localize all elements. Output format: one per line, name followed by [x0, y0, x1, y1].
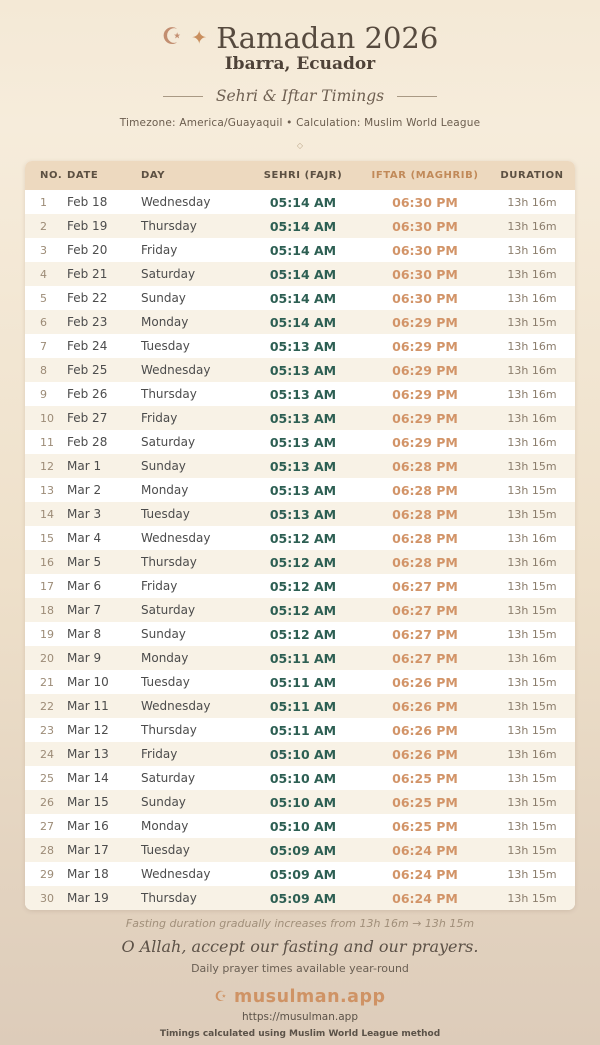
- table-row: [25, 646, 575, 670]
- cell-no: 10: [40, 411, 54, 425]
- cell-duration: 13h 15m: [507, 867, 557, 881]
- star-icon: ✦: [191, 26, 208, 49]
- table-row: [25, 358, 575, 382]
- cell-no: 26: [40, 795, 54, 809]
- cell-iftar: 06:29 PM: [392, 410, 458, 426]
- cell-date: Feb 24: [67, 339, 108, 354]
- cell-iftar: 06:27 PM: [392, 602, 458, 618]
- cell-day: Tuesday: [141, 507, 190, 522]
- column-header-day: DAY: [141, 170, 166, 182]
- cell-iftar: 06:26 PM: [392, 722, 458, 738]
- cell-sehri: 05:10 AM: [269, 794, 337, 810]
- cell-iftar: 06:30 PM: [392, 194, 458, 210]
- title-row: [120, 23, 481, 53]
- cell-iftar: 06:30 PM: [392, 266, 458, 282]
- cell-sehri: 05:13 AM: [269, 362, 337, 378]
- cell-no: 13: [40, 483, 54, 497]
- cell-day: Sunday: [141, 795, 186, 810]
- column-header-iftar: IFTAR (MAGHRIB): [371, 170, 479, 182]
- cell-duration: 13h 16m: [507, 243, 557, 257]
- cell-sehri: 05:14 AM: [269, 218, 337, 234]
- cell-duration: 13h 16m: [507, 195, 557, 209]
- cell-day: Thursday: [141, 891, 197, 906]
- cell-no: 21: [40, 675, 54, 689]
- table-row: [25, 502, 575, 526]
- timings-table: [25, 161, 575, 910]
- column-header-date: DATE: [67, 170, 99, 182]
- table-row: [25, 718, 575, 742]
- cell-iftar: 06:25 PM: [392, 770, 458, 786]
- cell-duration: 13h 16m: [507, 531, 557, 545]
- cell-duration: 13h 15m: [507, 675, 557, 689]
- cell-iftar: 06:28 PM: [392, 482, 458, 498]
- cell-no: 20: [40, 651, 54, 665]
- cell-sehri: 05:12 AM: [269, 578, 337, 594]
- cell-date: Mar 1: [67, 459, 102, 474]
- cell-date: Feb 25: [67, 363, 108, 378]
- page-footer: [122, 910, 479, 1039]
- cell-iftar: 06:28 PM: [392, 530, 458, 546]
- cell-day: Wednesday: [141, 699, 211, 714]
- table-row: [25, 214, 575, 238]
- cell-day: Sunday: [141, 627, 186, 642]
- cell-no: 30: [40, 891, 54, 905]
- timings-table-header: [25, 161, 575, 190]
- cell-duration: 13h 15m: [507, 843, 557, 857]
- table-row: [25, 814, 575, 838]
- cell-day: Friday: [141, 579, 178, 594]
- cell-iftar: 06:28 PM: [392, 458, 458, 474]
- cell-duration: 13h 15m: [507, 579, 557, 593]
- cell-day: Saturday: [141, 603, 196, 618]
- cell-day: Sunday: [141, 459, 186, 474]
- cell-sehri: 05:14 AM: [269, 314, 337, 330]
- cell-duration: 13h 15m: [507, 315, 557, 329]
- cell-day: Tuesday: [141, 843, 190, 858]
- cell-date: Mar 8: [67, 627, 102, 642]
- cell-duration: 13h 16m: [507, 219, 557, 233]
- table-row: [25, 670, 575, 694]
- cell-no: 5: [40, 291, 47, 305]
- cell-iftar: 06:25 PM: [392, 794, 458, 810]
- cell-no: 1: [40, 195, 47, 209]
- dua-text: O Allah, accept our fasting and our prayers.: [121, 937, 479, 957]
- diamond-divider-icon: ◇: [296, 141, 304, 151]
- cell-date: Mar 9: [67, 651, 102, 666]
- location-subtitle: Ibarra, Ecuador: [224, 54, 376, 75]
- table-row: [25, 886, 575, 910]
- table-row: [25, 574, 575, 598]
- cell-date: Mar 10: [67, 675, 109, 690]
- table-row: [25, 694, 575, 718]
- cell-sehri: 05:10 AM: [269, 746, 337, 762]
- column-header-no: NO.: [40, 170, 63, 182]
- cell-duration: 13h 15m: [507, 627, 557, 641]
- table-row: [25, 790, 575, 814]
- cell-day: Wednesday: [141, 195, 211, 210]
- table-row: [25, 478, 575, 502]
- availability-note: Daily prayer times available year-round: [191, 962, 409, 976]
- cell-duration: 13h 16m: [507, 747, 557, 761]
- cell-no: 23: [40, 723, 54, 737]
- cell-day: Wednesday: [141, 867, 211, 882]
- table-row: [25, 766, 575, 790]
- cell-iftar: 06:27 PM: [392, 626, 458, 642]
- cell-iftar: 06:29 PM: [392, 338, 458, 354]
- cell-duration: 13h 16m: [507, 339, 557, 353]
- cell-date: Feb 21: [67, 267, 108, 282]
- cell-sehri: 05:13 AM: [269, 410, 337, 426]
- cell-no: 11: [40, 435, 54, 449]
- cell-duration: 13h 15m: [507, 795, 557, 809]
- cell-duration: 13h 16m: [507, 387, 557, 401]
- column-header-duration: DURATION: [500, 170, 564, 182]
- cell-date: Mar 2: [67, 483, 102, 498]
- cell-day: Friday: [141, 411, 178, 426]
- cell-day: Thursday: [141, 219, 197, 234]
- cell-day: Monday: [141, 819, 189, 834]
- cell-duration: 13h 15m: [507, 507, 557, 521]
- cell-date: Mar 19: [67, 891, 109, 906]
- cell-date: Feb 28: [67, 435, 108, 450]
- cell-day: Thursday: [141, 723, 197, 738]
- table-row: [25, 454, 575, 478]
- cell-iftar: 06:29 PM: [392, 362, 458, 378]
- cell-no: 25: [40, 771, 54, 785]
- cell-day: Saturday: [141, 771, 196, 786]
- table-row: [25, 598, 575, 622]
- cell-iftar: 06:25 PM: [392, 818, 458, 834]
- cell-duration: 13h 16m: [507, 411, 557, 425]
- cell-no: 6: [40, 315, 47, 329]
- decorative-line-left: [163, 96, 203, 97]
- cell-duration: 13h 15m: [507, 723, 557, 737]
- table-row: [25, 406, 575, 430]
- cell-day: Friday: [141, 243, 178, 258]
- cell-sehri: 05:12 AM: [269, 626, 337, 642]
- table-row: [25, 190, 575, 214]
- crescent-moon-icon: ☪: [161, 23, 183, 50]
- table-row: [25, 310, 575, 334]
- timings-table-card: [25, 161, 575, 910]
- cell-iftar: 06:30 PM: [392, 290, 458, 306]
- table-row: [25, 334, 575, 358]
- cell-duration: 13h 16m: [507, 651, 557, 665]
- cell-date: Feb 23: [67, 315, 108, 330]
- cell-duration: 13h 15m: [507, 483, 557, 497]
- cell-date: Mar 12: [67, 723, 109, 738]
- cell-sehri: 05:10 AM: [269, 818, 337, 834]
- cell-iftar: 06:26 PM: [392, 746, 458, 762]
- cell-sehri: 05:13 AM: [269, 506, 337, 522]
- cell-no: 7: [40, 339, 47, 353]
- table-row: [25, 526, 575, 550]
- cell-date: Feb 20: [67, 243, 108, 258]
- cell-duration: 13h 15m: [507, 819, 557, 833]
- cell-iftar: 06:26 PM: [392, 698, 458, 714]
- table-row: [25, 862, 575, 886]
- cell-duration: 13h 16m: [507, 267, 557, 281]
- cell-sehri: 05:14 AM: [269, 242, 337, 258]
- cell-no: 28: [40, 843, 54, 857]
- table-row: [25, 622, 575, 646]
- timings-body: [25, 190, 575, 910]
- cell-day: Friday: [141, 747, 178, 762]
- cell-no: 22: [40, 699, 54, 713]
- table-row: [25, 238, 575, 262]
- cell-duration: 13h 15m: [507, 891, 557, 905]
- cell-iftar: 06:28 PM: [392, 506, 458, 522]
- cell-iftar: 06:24 PM: [392, 890, 458, 906]
- cell-duration: 13h 16m: [507, 363, 557, 377]
- brand-name: musulman.app: [233, 987, 386, 1008]
- fasting-duration-note: Fasting duration gradually increases from 13h 16m → 13h 15m: [125, 917, 475, 931]
- cell-sehri: 05:12 AM: [269, 554, 337, 570]
- table-row: [25, 286, 575, 310]
- cell-date: Mar 3: [67, 507, 102, 522]
- cell-date: Mar 5: [67, 555, 102, 570]
- cell-sehri: 05:09 AM: [269, 890, 337, 906]
- cell-day: Tuesday: [141, 339, 190, 354]
- cell-date: Mar 11: [67, 699, 109, 714]
- cell-no: 27: [40, 819, 54, 833]
- table-row: [25, 550, 575, 574]
- cell-iftar: 06:24 PM: [392, 866, 458, 882]
- cell-no: 2: [40, 219, 47, 233]
- cell-no: 15: [40, 531, 54, 545]
- brand-crescent-icon: ☪: [214, 989, 227, 1006]
- cell-sehri: 05:13 AM: [269, 458, 337, 474]
- cell-iftar: 06:27 PM: [392, 650, 458, 666]
- cell-no: 9: [40, 387, 47, 401]
- cell-iftar: 06:29 PM: [392, 314, 458, 330]
- cell-date: Mar 17: [67, 843, 109, 858]
- cell-duration: 13h 15m: [507, 771, 557, 785]
- cell-duration: 13h 15m: [507, 603, 557, 617]
- cell-no: 16: [40, 555, 54, 569]
- cell-iftar: 06:28 PM: [392, 554, 458, 570]
- cell-sehri: 05:14 AM: [269, 266, 337, 282]
- cell-date: Mar 16: [67, 819, 109, 834]
- cell-sehri: 05:10 AM: [269, 770, 337, 786]
- cell-date: Feb 27: [67, 411, 108, 426]
- cell-day: Tuesday: [141, 675, 190, 690]
- cell-date: Mar 13: [67, 747, 109, 762]
- cell-date: Mar 14: [67, 771, 109, 786]
- cell-day: Wednesday: [141, 531, 211, 546]
- cell-sehri: 05:13 AM: [269, 482, 337, 498]
- cell-iftar: 06:27 PM: [392, 578, 458, 594]
- timezone-calculation-meta: Timezone: America/Guayaquil • Calculation: Muslim World League: [119, 117, 481, 130]
- cell-sehri: 05:09 AM: [269, 842, 337, 858]
- cell-sehri: 05:11 AM: [269, 650, 337, 666]
- cell-sehri: 05:09 AM: [269, 866, 337, 882]
- cell-no: 8: [40, 363, 47, 377]
- cell-date: Feb 18: [67, 195, 108, 210]
- cell-date: Mar 6: [67, 579, 102, 594]
- cell-sehri: 05:11 AM: [269, 674, 337, 690]
- cell-date: Mar 7: [67, 603, 102, 618]
- cell-day: Monday: [141, 483, 189, 498]
- cell-sehri: 05:12 AM: [269, 602, 337, 618]
- cell-day: Thursday: [141, 555, 197, 570]
- cell-date: Feb 19: [67, 219, 108, 234]
- cell-sehri: 05:11 AM: [269, 722, 337, 738]
- cell-no: 19: [40, 627, 54, 641]
- cell-iftar: 06:29 PM: [392, 434, 458, 450]
- table-row: [25, 430, 575, 454]
- cell-day: Saturday: [141, 267, 196, 282]
- section-subtitle: Sehri & Iftar Timings: [215, 87, 385, 106]
- table-row: [25, 262, 575, 286]
- brand-link[interactable]: [122, 987, 479, 1007]
- cell-no: 18: [40, 603, 54, 617]
- cell-no: 4: [40, 267, 47, 281]
- cell-iftar: 06:30 PM: [392, 218, 458, 234]
- column-header-sehri: SEHRI (FAJR): [263, 170, 343, 182]
- cell-date: Mar 4: [67, 531, 102, 546]
- cell-iftar: 06:24 PM: [392, 842, 458, 858]
- cell-duration: 13h 16m: [507, 555, 557, 569]
- brand-url[interactable]: https://musulman.app: [242, 1011, 358, 1024]
- cell-sehri: 05:13 AM: [269, 386, 337, 402]
- cell-sehri: 05:14 AM: [269, 290, 337, 306]
- cell-sehri: 05:14 AM: [269, 194, 337, 210]
- table-row: [25, 838, 575, 862]
- cell-no: 12: [40, 459, 54, 473]
- cell-day: Saturday: [141, 435, 196, 450]
- cell-no: 14: [40, 507, 54, 521]
- cell-sehri: 05:13 AM: [269, 338, 337, 354]
- cell-date: Feb 26: [67, 387, 108, 402]
- cell-day: Wednesday: [141, 363, 211, 378]
- cell-duration: 13h 16m: [507, 435, 557, 449]
- cell-sehri: 05:13 AM: [269, 434, 337, 450]
- cell-iftar: 06:30 PM: [392, 242, 458, 258]
- page-header: [120, 0, 481, 150]
- cell-date: Feb 22: [67, 291, 108, 306]
- cell-duration: 13h 15m: [507, 699, 557, 713]
- cell-iftar: 06:26 PM: [392, 674, 458, 690]
- cell-date: Mar 18: [67, 867, 109, 882]
- cell-day: Monday: [141, 315, 189, 330]
- cell-day: Sunday: [141, 291, 186, 306]
- cell-day: Monday: [141, 651, 189, 666]
- cell-sehri: 05:11 AM: [269, 698, 337, 714]
- cell-day: Thursday: [141, 387, 197, 402]
- cell-iftar: 06:29 PM: [392, 386, 458, 402]
- table-row: [25, 382, 575, 406]
- cell-duration: 13h 15m: [507, 459, 557, 473]
- cell-no: 29: [40, 867, 54, 881]
- cell-no: 24: [40, 747, 54, 761]
- decorative-line-right: [397, 96, 437, 97]
- cell-no: 17: [40, 579, 54, 593]
- page-title: Ramadan 2026: [216, 21, 439, 55]
- calculation-method-note: Timings calculated using Muslim World League method: [159, 1029, 441, 1040]
- cell-duration: 13h 16m: [507, 291, 557, 305]
- section-subtitle-row: [120, 87, 481, 105]
- cell-no: 3: [40, 243, 47, 257]
- cell-sehri: 05:12 AM: [269, 530, 337, 546]
- cell-date: Mar 15: [67, 795, 109, 810]
- table-row: [25, 742, 575, 766]
